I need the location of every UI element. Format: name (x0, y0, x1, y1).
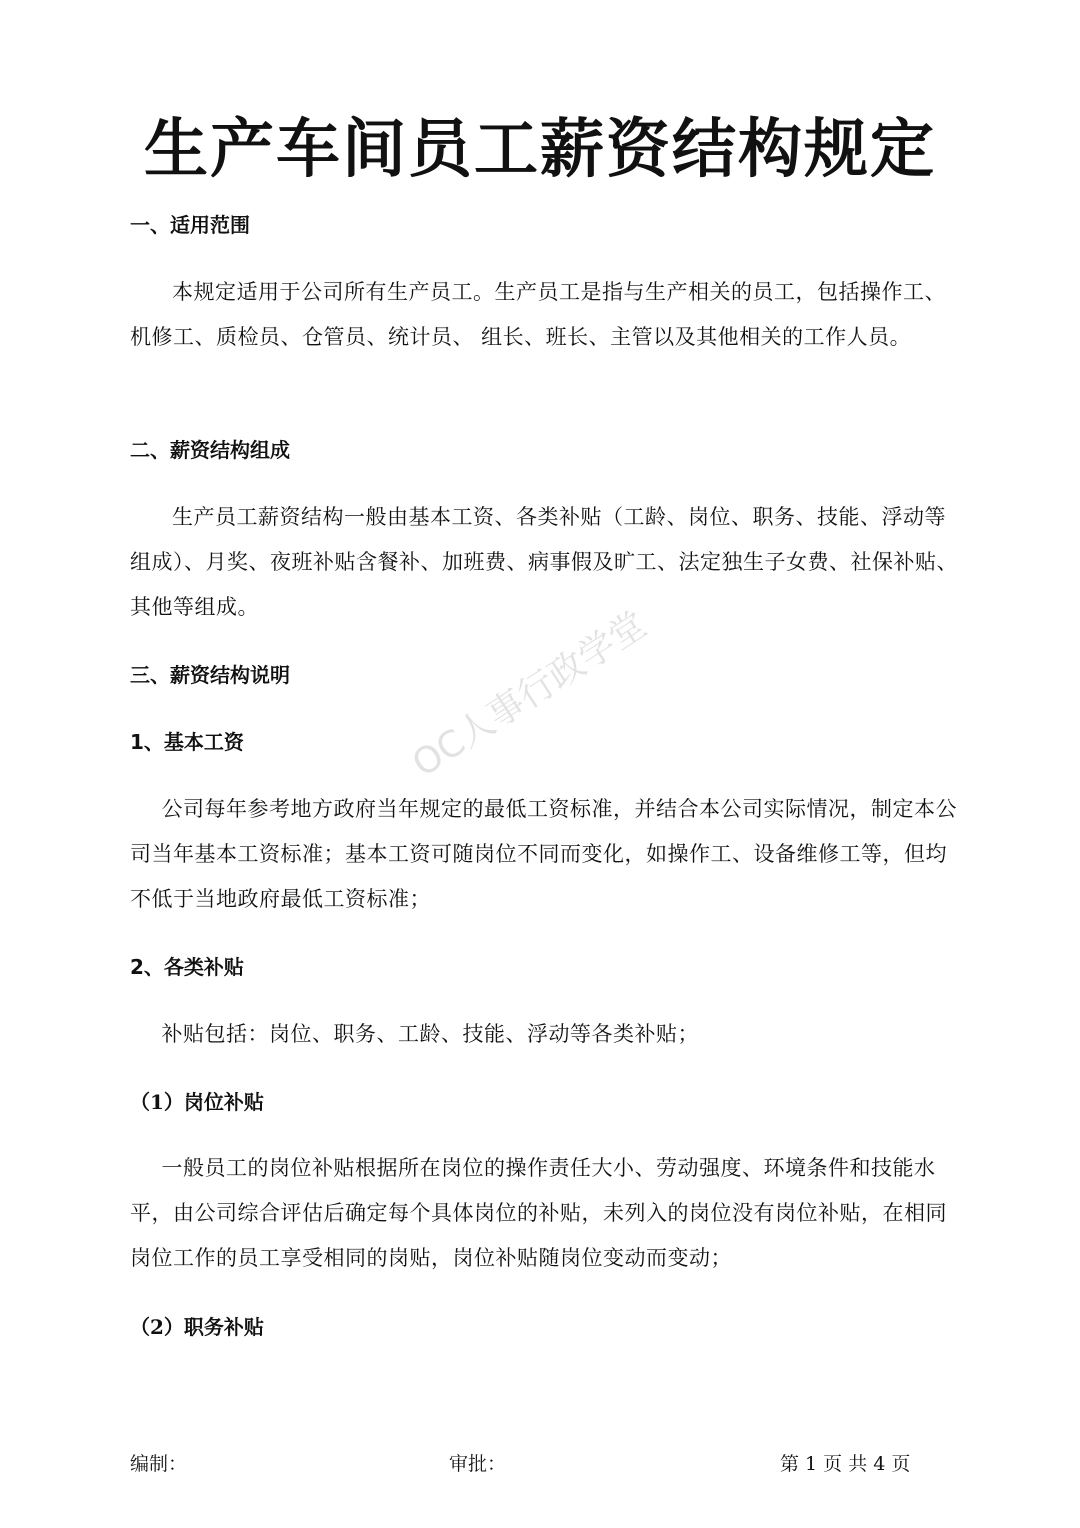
section-heading-structure: 二、薪资结构组成 (130, 438, 290, 462)
paragraph-allowances: 补贴包括：岗位、职务、工龄、技能、浮动等各类补贴； (161, 1022, 699, 1046)
footer-page-info: 第 1 页 共 4 页 (780, 1453, 911, 1475)
section-heading-explanation: 三、薪资结构说明 (130, 663, 290, 687)
paragraph-scope: 本规定适用于公司所有生产员工。生产员工是指与生产相关的员工，包括操作工、机修工、质检员、仓管员、统计员、 组长、班长、主管以及其他相关的工作人员。 (130, 280, 946, 349)
section-heading-scope: 一、适用范围 (130, 213, 250, 237)
subheading-allowances: 2、各类补贴 (130, 955, 244, 979)
footer-prepared-by: 编制： (130, 1453, 188, 1475)
subheading-base-salary: 1、基本工资 (130, 730, 244, 754)
paragraph-position-allowance: 一般员工的岗位补贴根据所在岗位的操作责任大小、劳动强度、环境条件和技能水平，由公司综合评估后确定每个具体岗位的补贴，未列入的岗位没有岗位补贴，在相同岗位工作的员工享受相同的岗贴，岗位补贴随岗位变动而变动； (130, 1156, 947, 1270)
watermark-text: OC人事行政学堂 (405, 604, 654, 786)
paragraph-base-salary: 公司每年参考地方政府当年规定的最低工资标准，并结合本公司实际情况，制定本公司当年基本工资标准；基本工资可随岗位不同而变化，如操作工、设备维修工等，但均不低于当地政府最低工资标准； (130, 797, 957, 911)
subheading-position-allowance: （1）岗位补贴 (130, 1090, 264, 1114)
document-title: 生产车间员工薪资结构规定 (144, 113, 936, 187)
paragraph-structure: 生产员工薪资结构一般由基本工资、各类补贴（工龄、岗位、职务、技能、浮动等组成）、月奖、夜班补贴含餐补、加班费、病事假及旷工、法定独生子女费、社保补贴、其他等组成。 (130, 505, 958, 619)
subheading-duty-allowance: （2）职务补贴 (130, 1315, 264, 1339)
footer-approved-by: 审批： (449, 1453, 507, 1475)
